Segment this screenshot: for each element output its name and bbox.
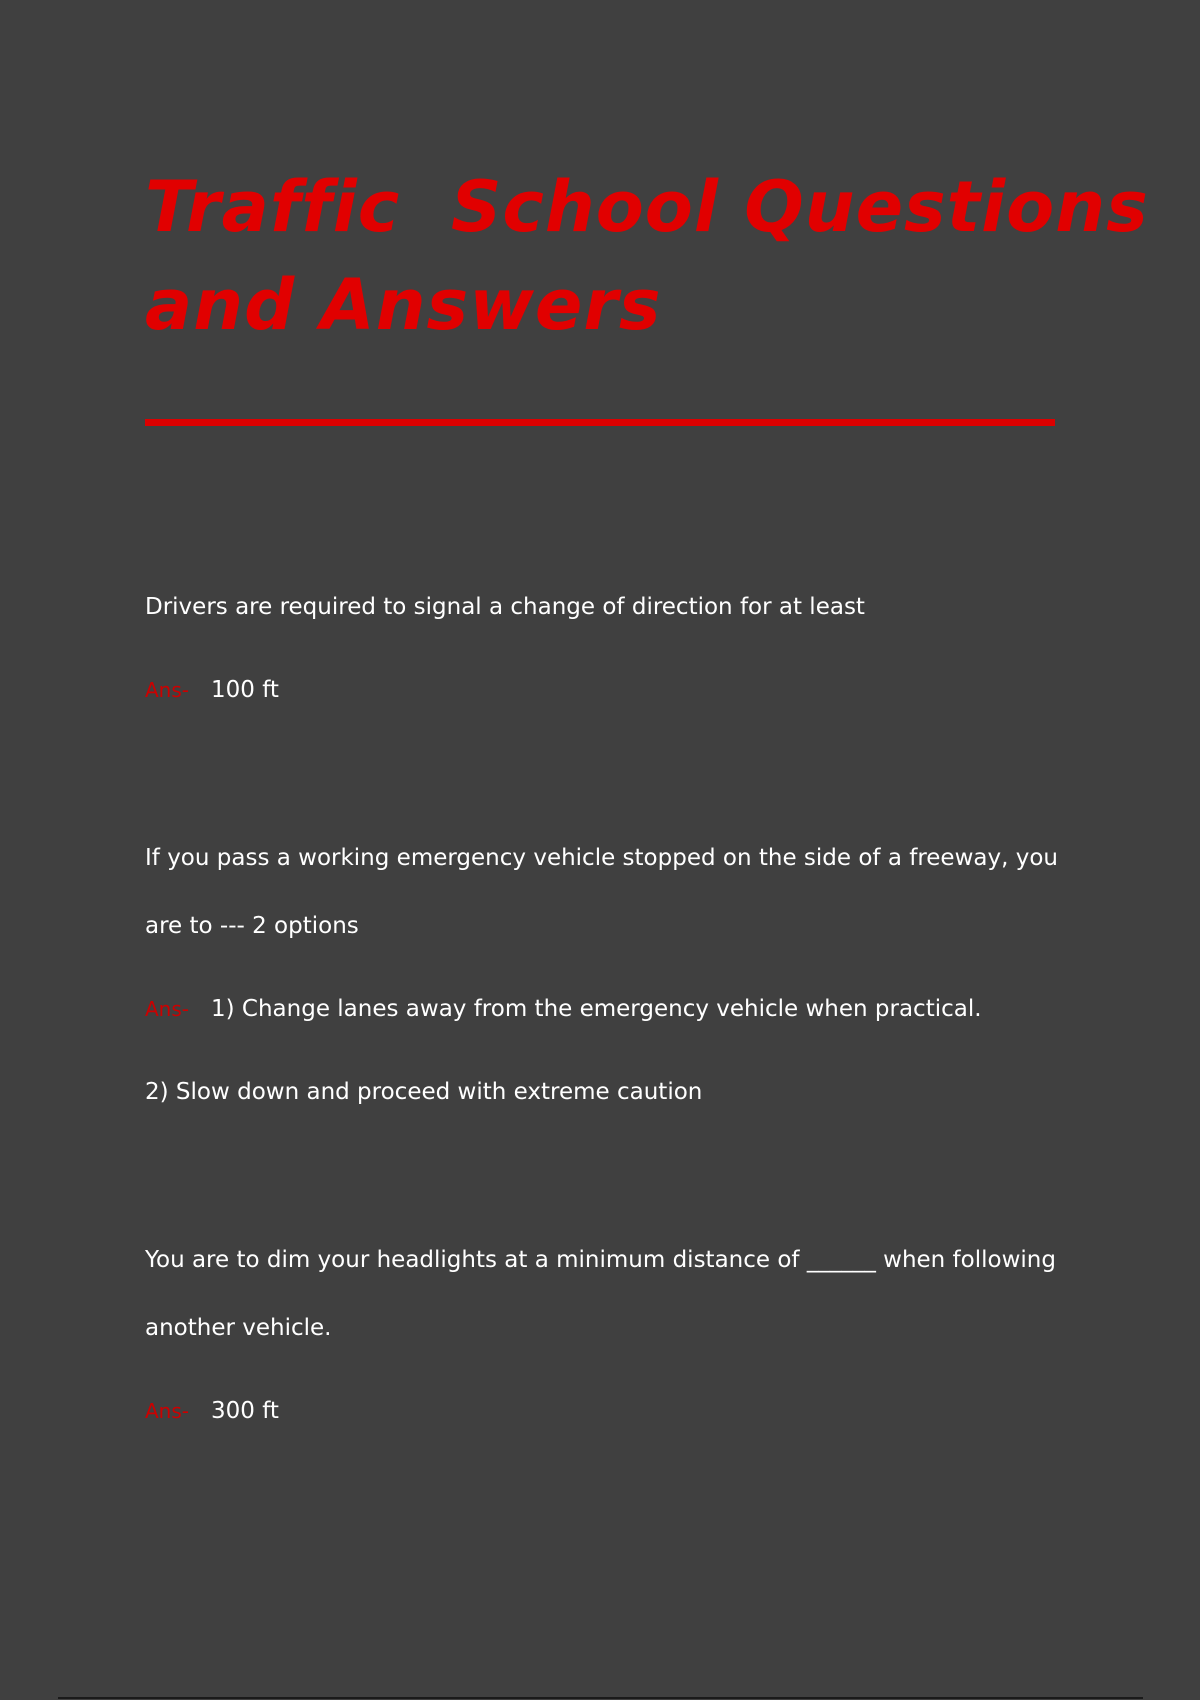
answer-3-line-1: 300 ft (211, 1398, 279, 1424)
page-title (145, 158, 1149, 354)
answer-3 (145, 1394, 1065, 1428)
answer-label: Ans- (145, 997, 189, 1021)
answer-1-line-1: 100 ft (211, 677, 279, 703)
title-divider (145, 419, 1055, 426)
question-3-line-2: another vehicle. (145, 1315, 332, 1341)
question-1-text (145, 590, 1065, 624)
question-1-line-1: Drivers are required to signal a change of direction for at least (145, 594, 865, 620)
title-line-1: Traffic School Questions (145, 166, 1149, 248)
answer-label: Ans- (145, 678, 189, 702)
answer-1 (145, 673, 1065, 707)
question-3-line-1: You are to dim your headlights at a minimum distance of ______ when following (145, 1247, 1056, 1273)
question-2-text-cont (145, 909, 1065, 943)
page-bottom-divider (58, 1697, 1143, 1699)
answer-2 (145, 992, 1065, 1026)
question-2-text (145, 841, 1065, 875)
answer-2-line-1: 1) Change lanes away from the emergency vehicle when practical. (211, 996, 982, 1022)
answer-2-line-2: 2) Slow down and proceed with extreme caution (145, 1079, 703, 1105)
question-3-text-cont (145, 1311, 1065, 1345)
question-2-line-2: are to --- 2 options (145, 913, 359, 939)
question-2-line-1: If you pass a working emergency vehicle stopped on the side of a freeway, you (145, 845, 1058, 871)
answer-2-cont (145, 1075, 1065, 1109)
title-line-2: and Answers (145, 264, 662, 346)
answer-label: Ans- (145, 1399, 189, 1423)
question-3-text (145, 1243, 1065, 1277)
